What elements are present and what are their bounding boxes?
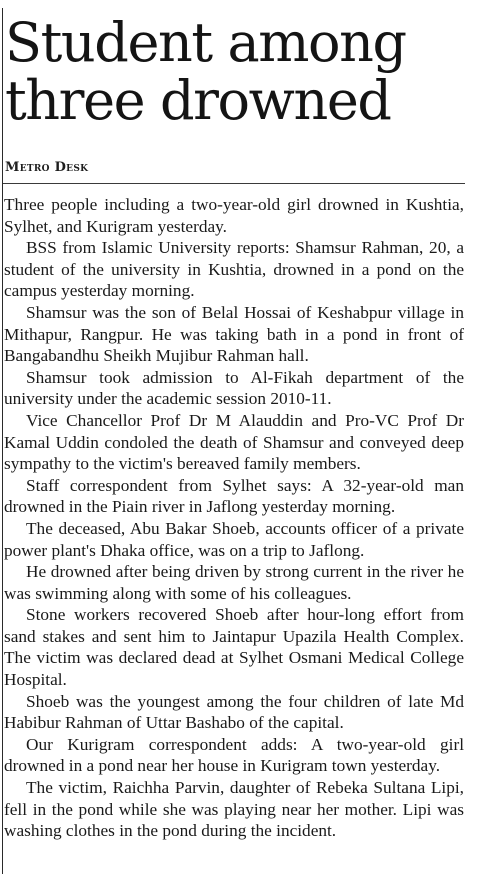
article-paragraph: Staff correspondent from Sylhet says: A 32-year-old man drowned in the Piain river in Jaflong yesterday morning. (4, 475, 464, 517)
article-paragraph: Stone workers recovered Shoeb after hour-long effort from sand stakes and sent him to Jaintapur Upazila Health Complex. The victim was declared dead at Sylhet Osmani Medical College Hospital. (4, 605, 464, 690)
article-paragraph: BSS from Islamic University reports: Shamsur Rahman, 20, a student of the university in Kushtia, drowned in a pond on the campus yesterday morning. (4, 238, 464, 301)
article-paragraph: Shoeb was the youngest among the four children of late Md Habibur Rahman of Uttar Bashabo of the capital. (4, 691, 464, 733)
column-rule (2, 8, 3, 874)
article-paragraph: Our Kurigram correspondent adds: A two-year-old girl drowned in a pond near her house in Kurigram town yesterday. (4, 734, 464, 776)
article-paragraph: Vice Chancellor Prof Dr M Alauddin and Pro-VC Prof Dr Kamal Uddin condoled the death of Shamsur and conveyed deep sympathy to the victim's bereaved family members. (4, 410, 464, 474)
article-body (4, 194, 464, 842)
article-paragraph: The victim, Raichha Parvin, daughter of Rebeka Sultana Lipi, fell in the pond while she was playing near her mother. Lipi was washing clothes in the pond during the incident. (4, 778, 464, 841)
headline-line-2: three drowned (5, 69, 391, 132)
article-paragraph: The deceased, Abu Bakar Shoeb, accounts officer of a private power plant's Dhaka office, was on a trip to Jaflong. (4, 518, 464, 560)
headline (5, 11, 475, 132)
article-paragraph: Shamsur took admission to Al-Fikah department of the university under the academic session 2010-11. (4, 367, 464, 409)
byline: Metro Desk (5, 160, 89, 175)
byline-divider (3, 183, 465, 184)
article-paragraph: Three people including a two-year-old girl drowned in Kushtia, Sylhet, and Kurigram yesterday. (4, 195, 464, 236)
article-paragraph: He drowned after being driven by strong current in the river he was swimming along with some of his colleagues. (4, 562, 464, 603)
headline-line-1: Student among (5, 11, 406, 74)
article-paragraph: Shamsur was the son of Belal Hossai of Keshabpur village in Mithapur, Rangpur. He was taking bath in a pond in front of Bangabandhu Sheikh Mujibur Rahman hall. (4, 302, 464, 366)
